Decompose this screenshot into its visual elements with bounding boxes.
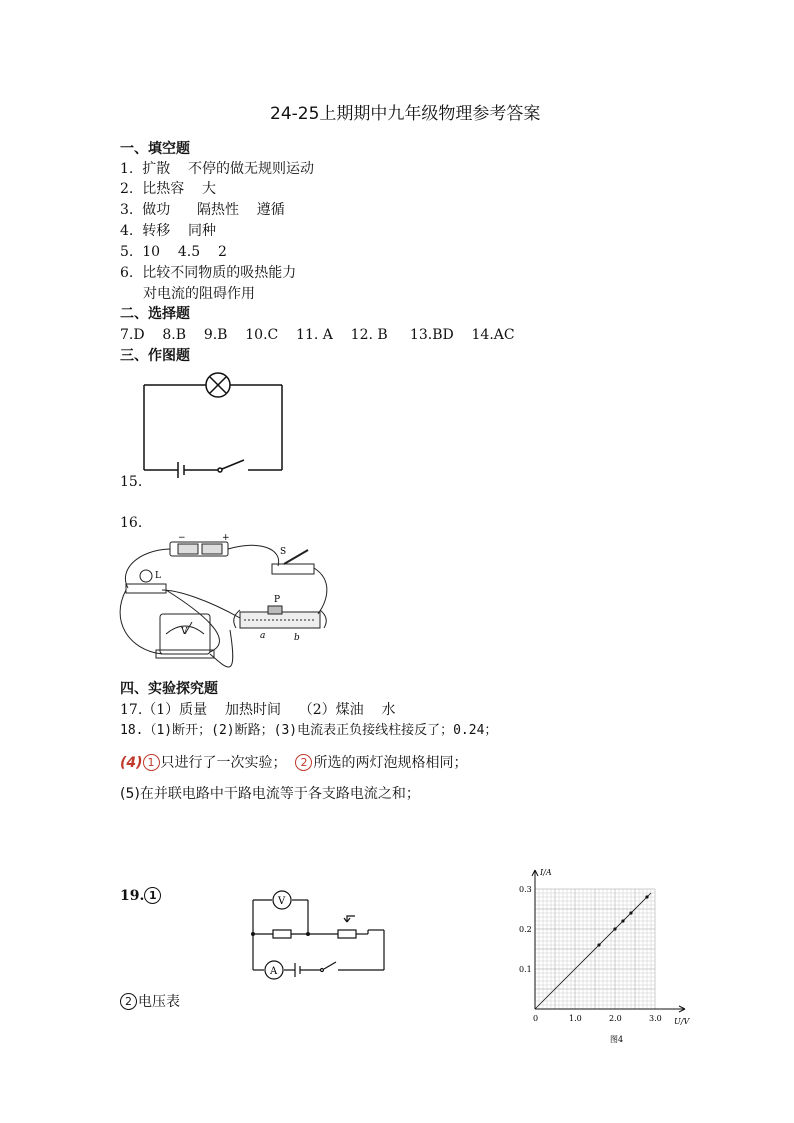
fixed-resistor <box>273 930 291 938</box>
y-axis-label: I/A <box>540 868 552 877</box>
data-point <box>621 919 624 922</box>
x-axis-label: U/V <box>674 1017 690 1026</box>
y-tick-label: 0.3 <box>519 885 532 894</box>
battery-plus: + <box>222 533 230 543</box>
answer-19-number: 19. <box>120 888 145 904</box>
answer-18-4-label: (4) <box>120 755 143 771</box>
section-3-heading: 三、作图题 <box>120 348 190 364</box>
x-tick-label: 0 <box>533 1014 539 1023</box>
data-point <box>645 895 648 898</box>
slider-label: P <box>274 595 281 605</box>
y-tick-label: 0.2 <box>519 925 532 934</box>
ammeter-label: A <box>270 966 278 977</box>
answer-17: 17.（1）质量 加热时间 （2）煤油 水 <box>120 702 396 718</box>
answer-18-4 <box>120 753 467 773</box>
answer-1: 1. 扩散 不停的做无规则运动 <box>120 161 315 177</box>
circled-number-2: 2 <box>295 754 312 771</box>
x-tick-label: 2.0 <box>609 1014 622 1023</box>
choice-answers: 7.D 8.B 9.B 10.C 11. A 12. B 13.BD 14.AC <box>120 327 515 343</box>
answer-19-label <box>120 886 162 906</box>
switch-blade <box>222 460 244 469</box>
circuit-15 <box>140 372 290 487</box>
rheostat-symbol <box>338 930 356 938</box>
lamp-base <box>126 584 166 593</box>
chart-title: 图4 <box>610 1035 624 1044</box>
answer-18-4-text-1: 只进行了一次实验； <box>160 755 287 771</box>
battery-minus: − <box>178 533 186 543</box>
answer-4: 4. 转移 同种 <box>120 223 217 239</box>
answer-19-2 <box>120 992 180 1012</box>
data-point <box>613 927 616 930</box>
section-1-heading: 一、填空题 <box>120 141 190 157</box>
answer-2: 2. 比热容 大 <box>120 181 217 197</box>
page-title: 24-25上期期中九年级物理参考答案 <box>270 104 541 124</box>
bulb <box>140 570 152 582</box>
voltmeter-label: V <box>278 896 286 907</box>
section-2-heading: 二、选择题 <box>120 306 190 322</box>
y-tick-label: 0.1 <box>519 965 532 974</box>
rheostat-end-b: b <box>294 633 300 643</box>
answer-6a: 6. 比较不同物质的吸热能力 <box>120 265 297 281</box>
x-tick-label: 1.0 <box>569 1014 582 1023</box>
answer-15-label: 15. <box>120 474 143 490</box>
answer-18: 18.（1)断开；(2)断路；(3)电流表正负接线柱接反了；0.24； <box>120 723 498 738</box>
x-tick-label: 3.0 <box>649 1014 662 1023</box>
circled-number-1: 1 <box>143 754 160 771</box>
answer-18-4-text-2: 所选的两灯泡规格相同； <box>313 755 468 771</box>
switch-pivot <box>218 468 222 472</box>
switch-label: S <box>280 547 287 557</box>
circuit-19 <box>250 888 390 983</box>
physical-circuit-16 <box>118 530 348 680</box>
answer-6b: 对电流的阻碍作用 <box>143 286 255 302</box>
answer-19-2-text: 电压表 <box>138 994 180 1010</box>
lamp-label: L <box>155 571 161 581</box>
voltmeter-label: V <box>181 627 188 637</box>
chart-series <box>535 893 651 1009</box>
circled-number-1: 1 <box>144 887 161 904</box>
answer-18-5: (5)在并联电路中干路电流等于各支路电流之和； <box>120 786 420 802</box>
circled-number-2: 2 <box>120 993 137 1010</box>
data-point <box>629 911 632 914</box>
data-point <box>597 943 600 946</box>
series-line <box>535 893 651 1009</box>
switch-blade <box>324 962 336 969</box>
rheostat-end-a: a <box>260 631 266 641</box>
rheostat-slider <box>268 606 282 614</box>
answer-5: 5. 10 4.5 2 <box>120 244 227 260</box>
section-4-heading: 四、实验探究题 <box>120 681 218 697</box>
iu-chart <box>510 862 710 1047</box>
answer-3: 3. 做功 隔热性 遵循 <box>120 202 285 218</box>
answer-16-label: 16. <box>120 515 143 531</box>
